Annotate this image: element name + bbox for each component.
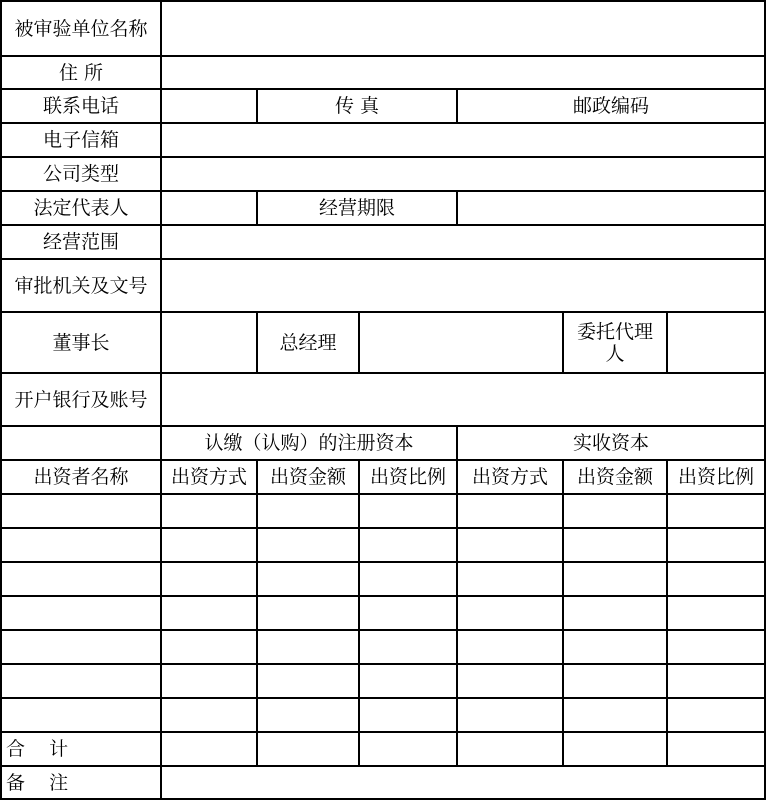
audited-unit-name-label: 被审验单位名称: [14, 17, 148, 40]
chairman-label: 董事长: [52, 331, 110, 354]
agent-label-line1: 委托代理: [576, 320, 653, 343]
legal-representative-label: 法定代表人: [33, 197, 129, 219]
grid-line: [562, 459, 564, 765]
grid-line: [456, 459, 458, 765]
email-label: 电子信箱: [42, 129, 119, 151]
remarks-field[interactable]: [162, 767, 764, 798]
paid-in-capital-header: 实收资本: [572, 432, 649, 454]
operating-period-label: 经营期限: [318, 197, 395, 219]
subscribed-amount-header: 出资金额: [269, 466, 346, 488]
grid-line: [0, 561, 766, 563]
agent-field[interactable]: [668, 313, 764, 372]
company-type-field[interactable]: [162, 158, 764, 190]
grid-line: [256, 459, 258, 765]
chairman-field[interactable]: [162, 313, 256, 372]
address-field[interactable]: [162, 57, 764, 88]
postal-code-label: 邮政编码: [572, 95, 649, 117]
investor-name-header: 出资者名称: [33, 466, 129, 488]
subscribed-method-header: 出资方式: [170, 466, 247, 488]
approval-authority-field[interactable]: [162, 260, 764, 311]
business-scope-label: 经营范围: [42, 231, 119, 253]
contact-phone-label: 联系电话: [42, 95, 119, 117]
grid-line: [0, 595, 766, 597]
fax-label: 传 真: [334, 95, 380, 117]
grid-line: [358, 459, 360, 765]
paid-ratio-header: 出资比例: [677, 466, 754, 488]
company-type-label: 公司类型: [42, 163, 119, 185]
address-label: 住 所: [58, 61, 104, 84]
bank-account-field[interactable]: [162, 374, 764, 425]
total-label: 合 计: [6, 738, 69, 760]
grid-line: [0, 697, 766, 699]
agent-label-line2: 人: [605, 342, 625, 365]
general-manager-label: 总经理: [279, 331, 337, 354]
paid-amount-header: 出资金额: [576, 466, 653, 488]
operating-period-field[interactable]: [458, 192, 764, 224]
legal-representative-field[interactable]: [162, 192, 256, 224]
email-field[interactable]: [162, 124, 764, 156]
grid-line: [666, 459, 668, 765]
grid-line: [0, 663, 766, 665]
grid-line: [0, 527, 766, 529]
remarks-label: 备 注: [6, 771, 69, 794]
audited-unit-name-field[interactable]: [162, 2, 764, 55]
grid-line: [0, 493, 766, 495]
bank-account-label: 开户银行及账号: [14, 388, 148, 411]
approval-authority-label: 审批机关及文号: [14, 274, 148, 297]
subscribed-ratio-header: 出资比例: [369, 466, 446, 488]
grid-line: [0, 629, 766, 631]
agent-label: [564, 313, 666, 372]
general-manager-field[interactable]: [360, 313, 562, 372]
business-scope-field[interactable]: [162, 226, 764, 258]
subscribed-capital-header: 认缴（认购）的注册资本: [204, 432, 414, 454]
paid-method-header: 出资方式: [471, 466, 548, 488]
contact-phone-field[interactable]: [162, 90, 256, 122]
